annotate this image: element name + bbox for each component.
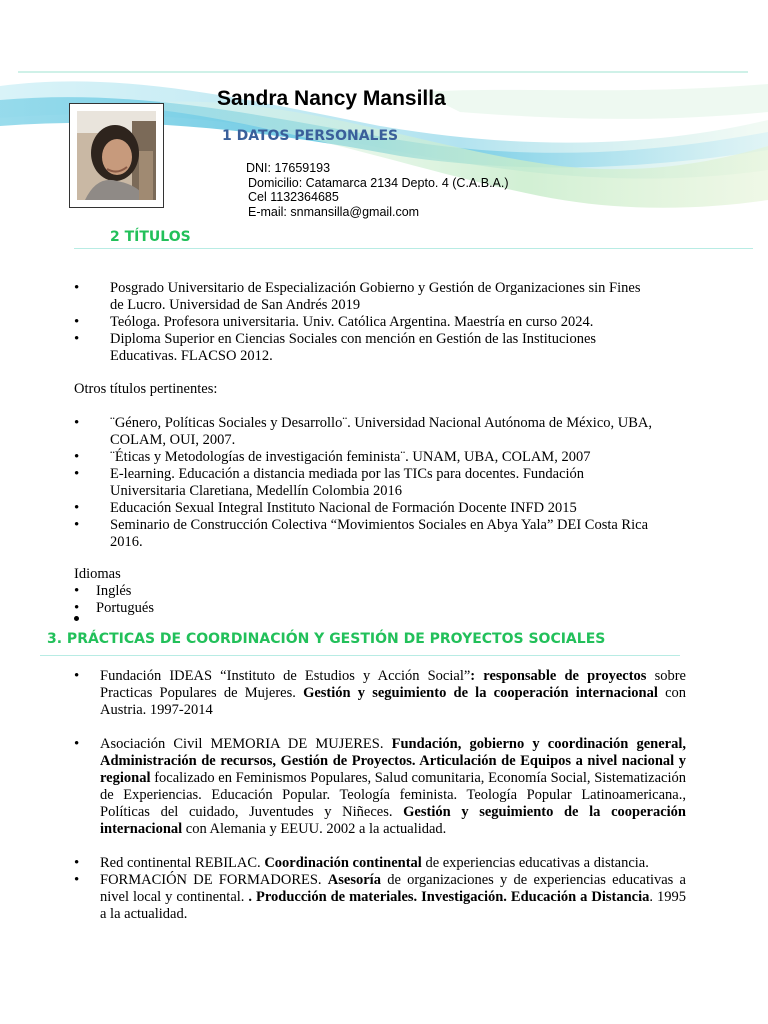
list-item: • Posgrado Universitario de Especialización Gobierno y Gestión de Organizaciones sin Fines de Lucro. Universidad de San Andrés 2019 — [74, 280, 654, 314]
item-text: sobre Practicas Populares de Mujeres. — [100, 668, 686, 701]
section-divider — [40, 655, 680, 656]
empty-bullet — [74, 616, 79, 621]
list-item — [74, 872, 686, 923]
practicas-list — [74, 668, 686, 923]
list-item — [74, 736, 686, 838]
section-divider — [74, 248, 753, 249]
email-text: E-mail: snmansilla@gmail.com — [248, 204, 420, 219]
list-item: • Educación Sexual Integral Instituto Nacional de Formación Docente INFD 2015 — [74, 500, 659, 517]
list-item: • Inglés — [74, 583, 154, 600]
list-item: • Teóloga. Profesora universitaria. Univ. Católica Argentina. Maestría en curso 2024. — [74, 314, 654, 331]
item-bold-text: Coordinación continental — [264, 855, 422, 871]
item-text: con Austria. 1997-2014 — [100, 685, 687, 718]
item-text: de experiencias educativas a distancia. — [421, 855, 649, 871]
phone-text: Cel 1132364685 — [248, 190, 339, 204]
section-title-practicas: 3. PRÁCTICAS DE COORDINACIÓN Y GESTIÓN DE PROYECTOS SOCIALES — [47, 631, 606, 647]
item-text: FORMACIÓN DE FORMADORES. — [100, 872, 328, 888]
titulos-list — [74, 280, 654, 365]
list-item: • Diploma Superior en Ciencias Sociales con mención en Gestión de las Instituciones Educativas. FLACSO 2012. — [74, 331, 654, 365]
section-title-datos-personales: 1 DATOS PERSONALES — [222, 128, 399, 144]
item-bold-text: Asesoría — [327, 872, 381, 888]
list-item: • E-learning. Educación a distancia mediada por las TICs para docentes. Fundación Universitaria Claretiana, Medellín Colombia 2016 — [74, 466, 659, 500]
list-item — [74, 855, 686, 872]
item-text: Asociación Civil MEMORIA DE MUJERES. — [100, 736, 392, 752]
item-bold-text: : responsable de proyectos — [470, 668, 647, 684]
item-text: con Alemania y EEUU. 2002 a la actualidad. — [182, 821, 447, 837]
idiomas-list — [74, 583, 154, 617]
dni-text: DNI: 17659193 — [246, 161, 331, 175]
portrait-image — [77, 111, 156, 200]
profile-photo — [69, 103, 164, 208]
list-item: • ¨Éticas y Metodologías de investigación feminista¨. UNAM, UBA, COLAM, 2007 — [74, 449, 659, 466]
list-item: • Portugués — [74, 600, 154, 617]
item-text: Red continental REBILAC. — [100, 855, 265, 871]
item-text: de organizaciones y de experiencias educativas a nivel local y continental. — [100, 872, 686, 905]
otros-titulos-label: Otros títulos pertinentes: — [74, 381, 218, 397]
list-item: • Seminario de Construcción Colectiva “Movimientos Sociales en Abya Yala” DEI Costa Rica 2016. — [74, 517, 659, 551]
person-name: Sandra Nancy Mansilla — [217, 87, 446, 110]
item-bold-text: Gestión y seguimiento de la cooperación internacional — [100, 804, 686, 837]
list-item — [74, 668, 686, 719]
contact-block — [246, 161, 509, 219]
item-text: . 1995 a la actualidad. — [100, 889, 686, 922]
item-bold-text: . Producción de materiales. Investigación. Educación a Distancia — [248, 889, 650, 905]
item-bold-text: Gestión y seguimiento de la cooperación internacional — [303, 685, 658, 701]
otros-titulos-list — [74, 415, 659, 551]
list-item: • ¨Género, Políticas Sociales y Desarrollo¨. Universidad Nacional Autónoma de México, UBA, COLAM, OUI, 2007. — [74, 415, 659, 449]
item-bold-text: Fundación, gobierno y coordinación general, Administración de recursos, Gestión de Proyectos. Articulación de Equipos a nivel nacional y regional — [100, 736, 686, 786]
section-title-titulos: 2 TÍTULOS — [110, 229, 191, 245]
idiomas-label: Idiomas — [74, 566, 121, 582]
item-text: Fundación IDEAS “Instituto de Estudios y Acción Social” — [100, 668, 471, 684]
address-text: Domicilio: Catamarca 2134 Depto. 4 (C.A.B.A.) — [248, 175, 509, 190]
item-text: focalizado en Feminismos Populares, Salud comunitaria, Economía Social, Sistematización de Experiencias. Educación Popular. Teología feminista. Teología Popular Latinoamericana., Políticas del cuidado, Juventudes y Niñeces. — [100, 770, 686, 820]
